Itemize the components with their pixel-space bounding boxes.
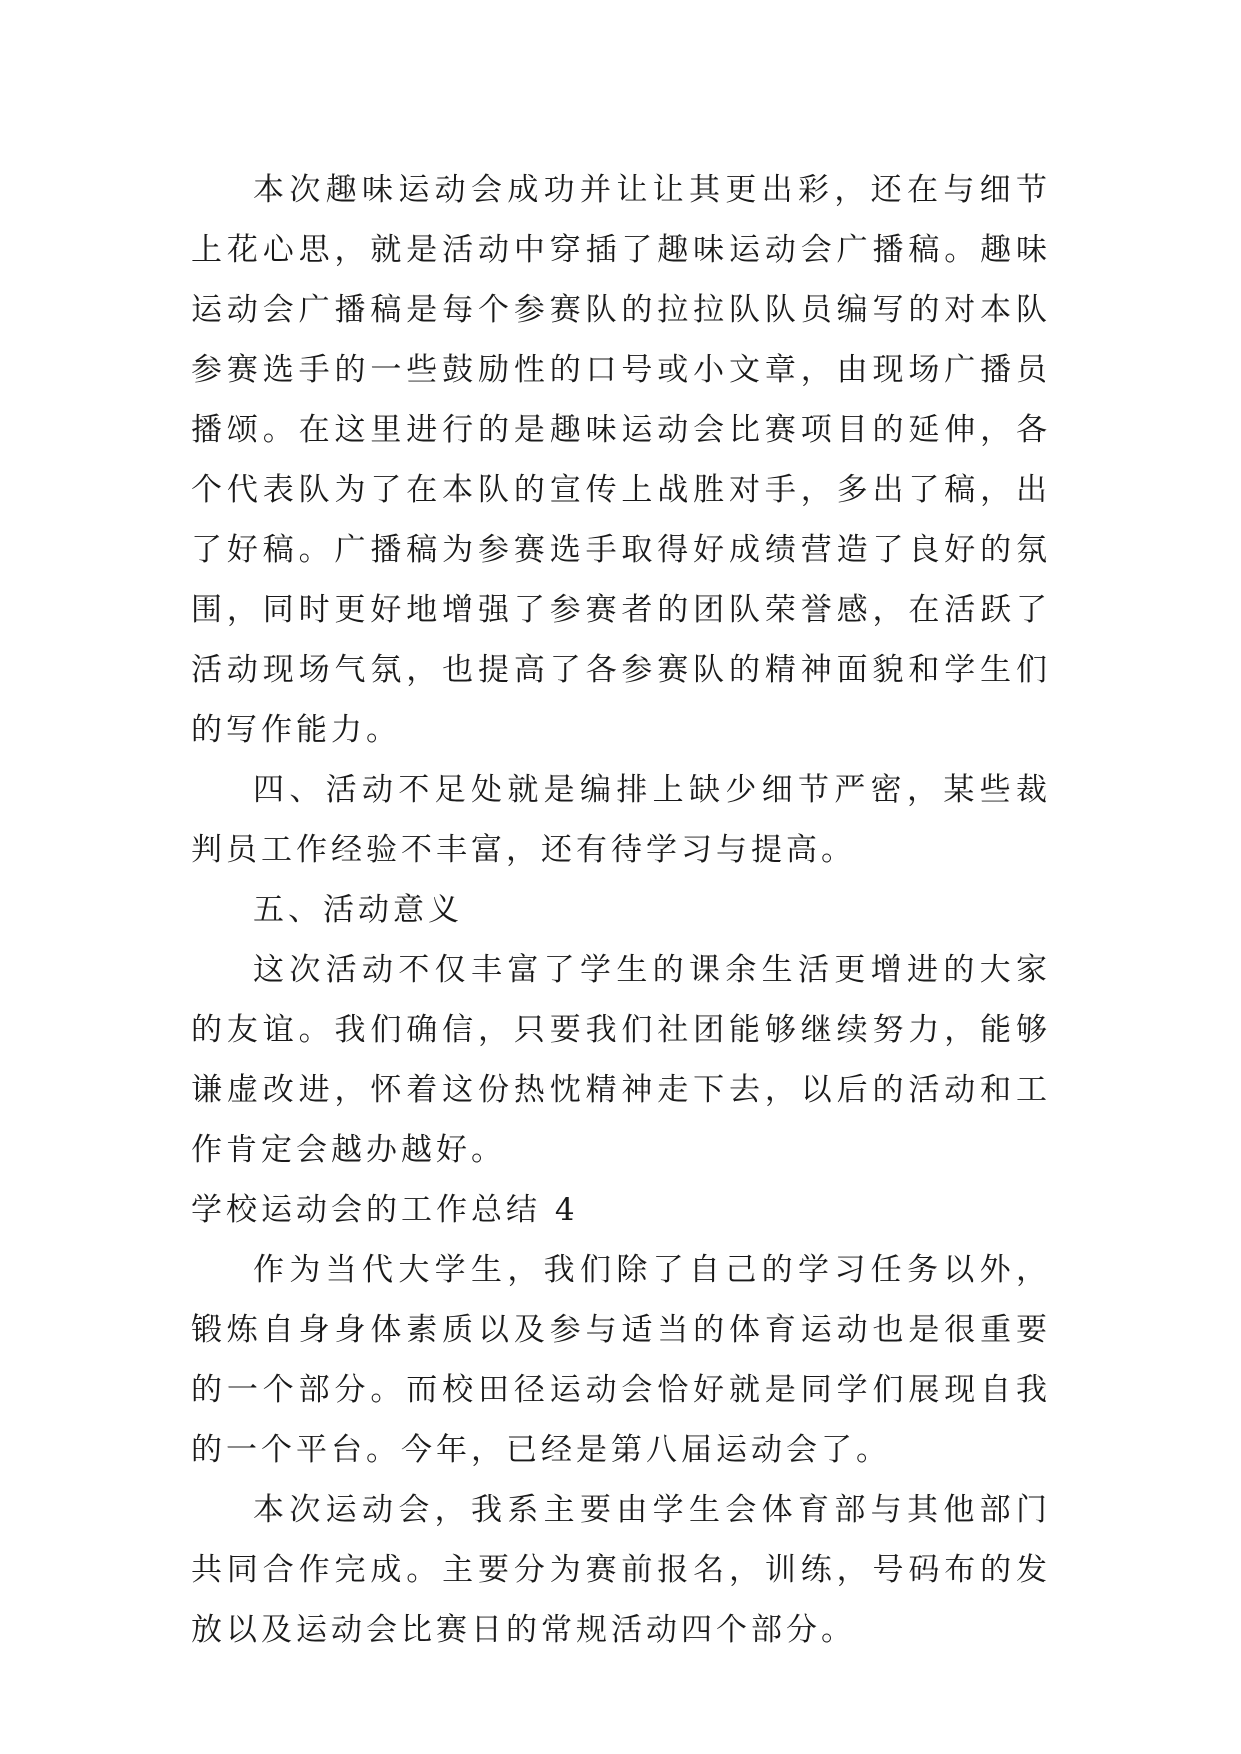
document-body — [191, 160, 1051, 1660]
section-title: 学校运动会的工作总结 4 — [191, 1192, 579, 1228]
paragraph-significance-heading: 五、活动意义 — [253, 892, 463, 928]
paragraph-broadcast: 本次趣味运动会成功并让让其更出彩，还在与细节上花心思，就是活动中穿插了趣味运动会广播稿。趣味运动会广播稿是每个参赛队的拉拉队队员编写的对本队参赛选手的一些鼓励性的口号或小文章，由现场广播员播颂。在这里进行的是趣味运动会比赛项目的延伸，各个代表队为了在本队的宣传上战胜对手，多出了稿，出了好稿。广播稿为参赛选手取得好成绩营造了良好的氛围，同时更好地增强了参赛者的团队荣誉感，在活跃了活动现场气氛，也提高了各参赛队的精神面貌和学生们的写作能力。 — [191, 172, 1051, 748]
paragraph-organization: 本次运动会，我系主要由学生会体育部与其他部门共同合作完成。主要分为赛前报名，训练，号码布的发放以及运动会比赛日的常规活动四个部分。 — [191, 1492, 1051, 1648]
paragraph-shortcomings: 四、活动不足处就是编排上缺少细节严密，某些裁判员工作经验不丰富，还有待学习与提高。 — [191, 772, 1051, 868]
paragraph-intro: 作为当代大学生，我们除了自己的学习任务以外，锻炼自身身体素质以及参与适当的体育运动也是很重要的一个部分。而校田径运动会恰好就是同学们展现自我的一个平台。今年，已经是第八届运动会了。 — [191, 1252, 1051, 1468]
paragraph-significance: 这次活动不仅丰富了学生的课余生活更增进的大家的友谊。我们确信，只要我们社团能够继续努力，能够谦虚改进，怀着这份热忱精神走下去，以后的活动和工作肯定会越办越好。 — [191, 952, 1051, 1168]
